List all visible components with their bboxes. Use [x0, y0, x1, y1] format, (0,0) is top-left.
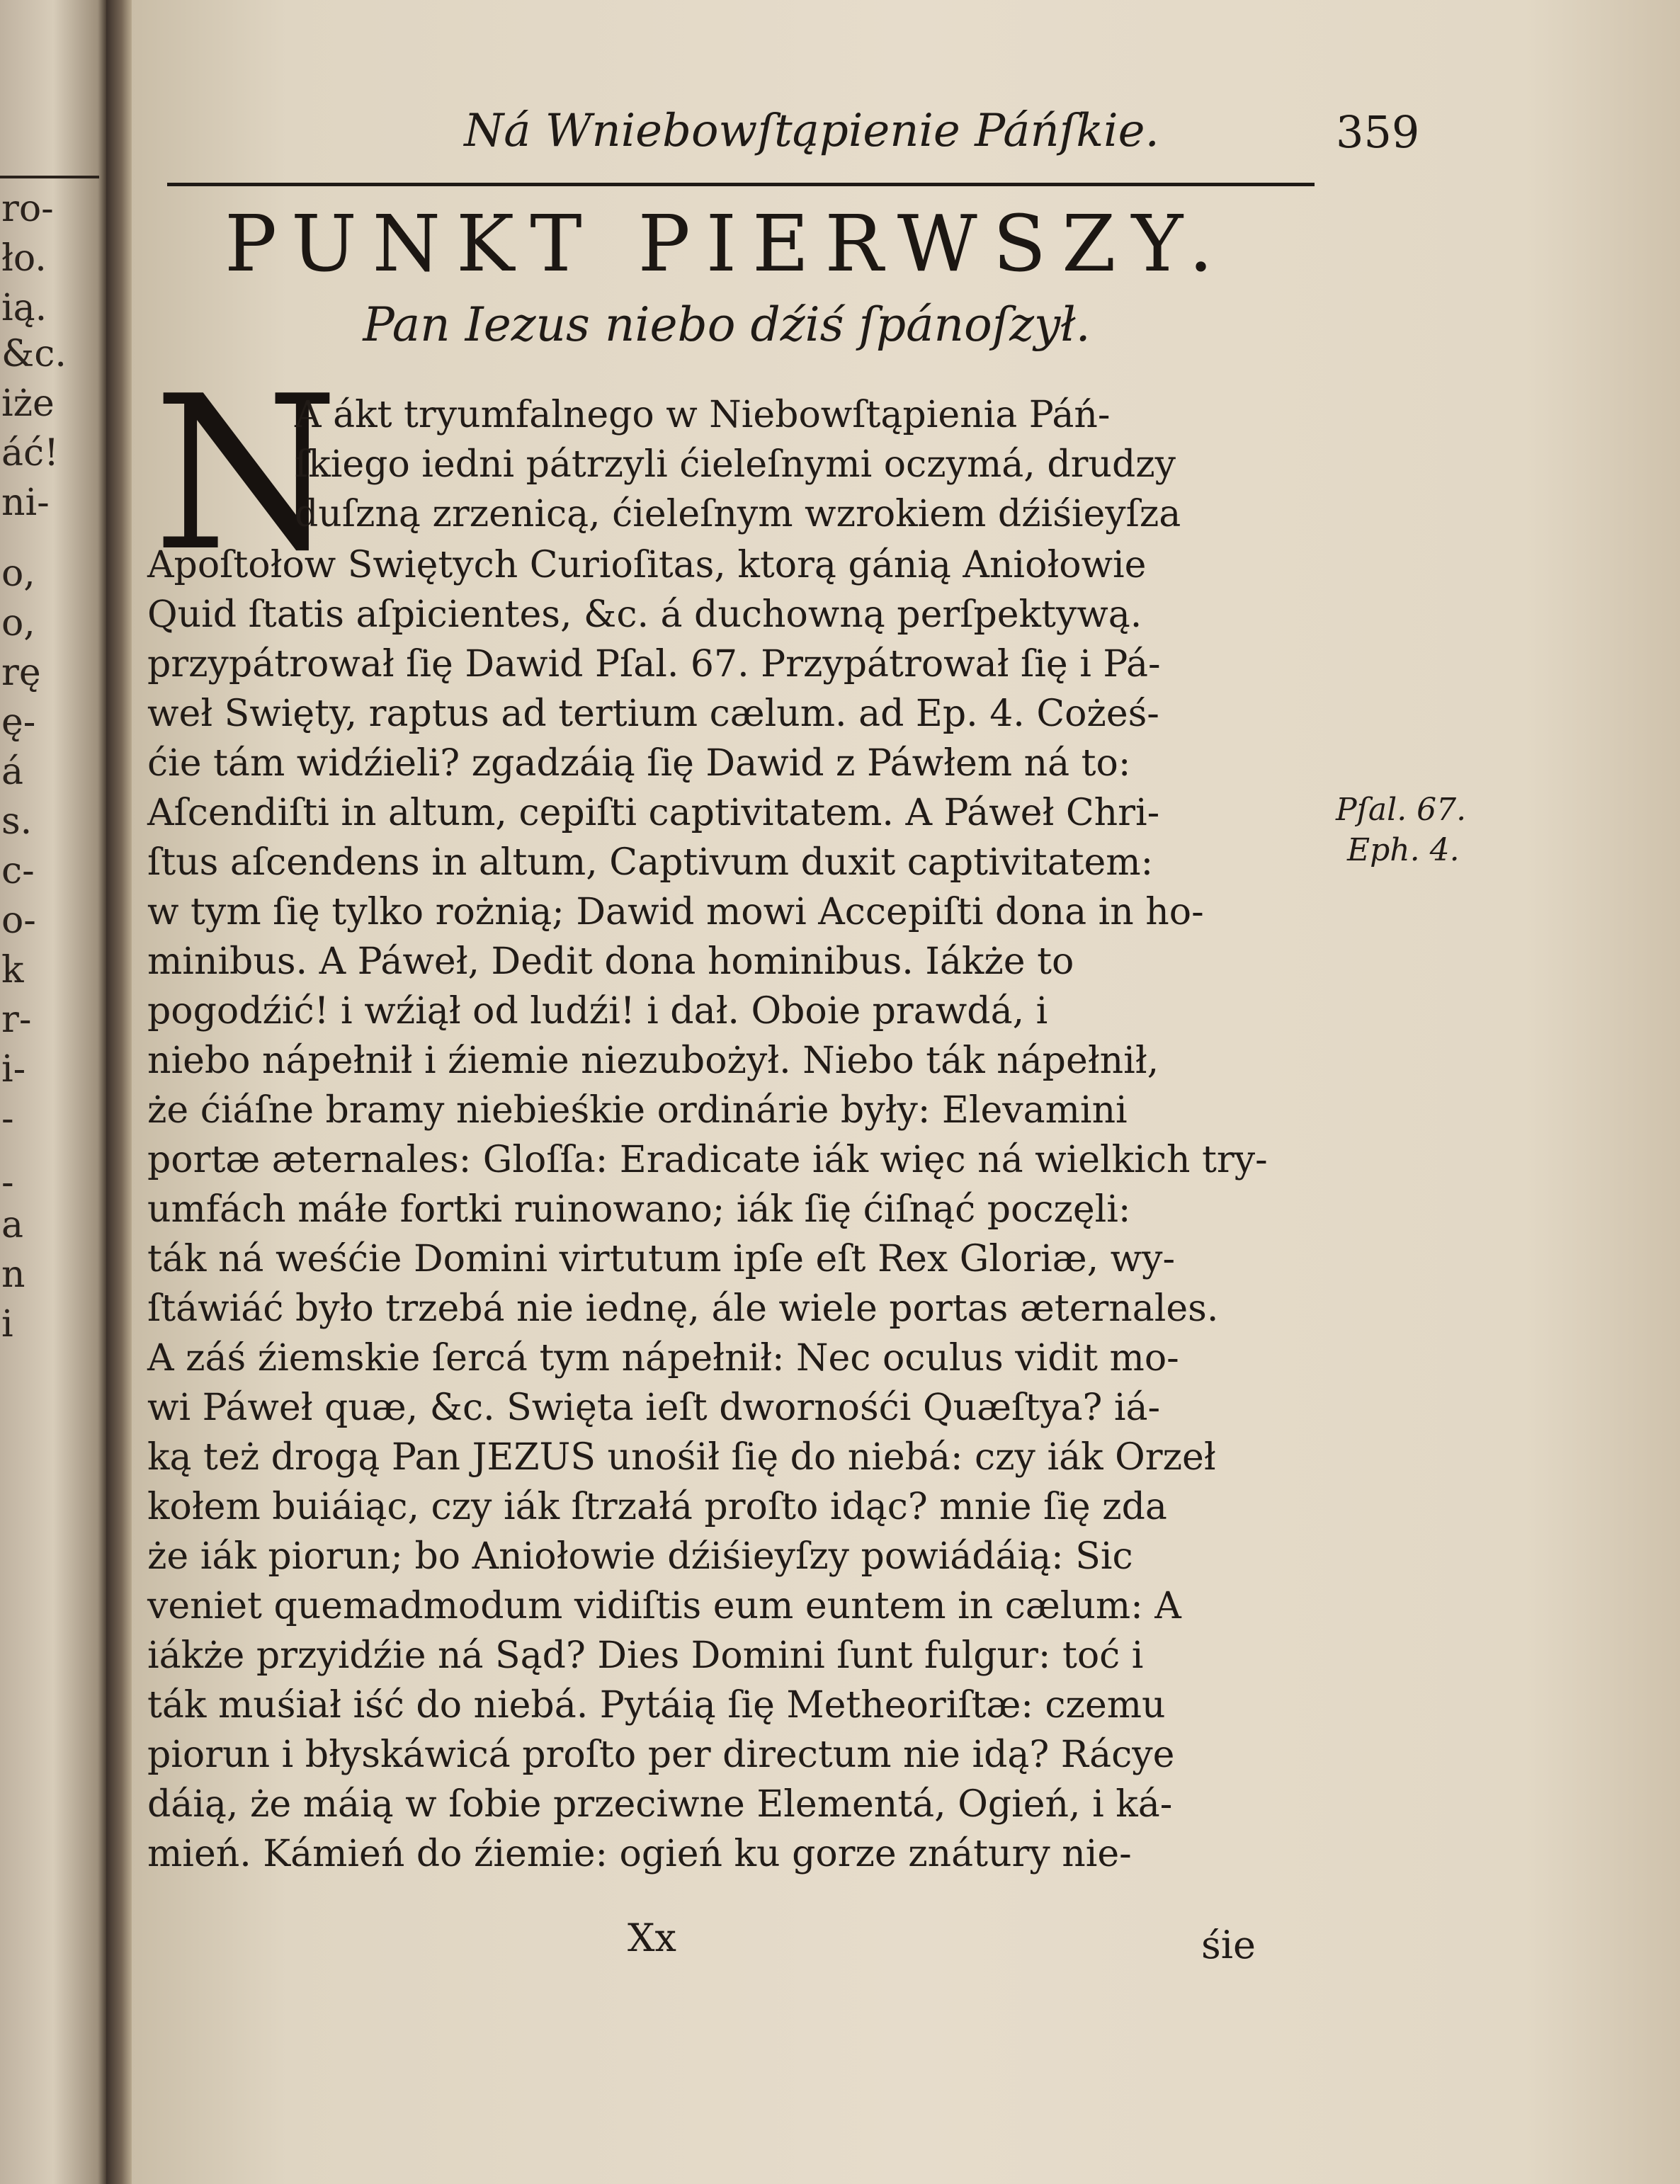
left-page-fragment — [0, 0, 106, 2184]
body-line: duſzną zrzenicą, ćieleſnym wzrokiem dźiśieyſza — [295, 493, 1181, 535]
left-fragment: ę- — [1, 701, 36, 744]
body-line: przypátrował ſię Dawid Pſal. 67. Przypátrował ſię i Pá- — [147, 643, 1161, 686]
left-fragment: o- — [1, 899, 36, 942]
drop-cap: N — [153, 351, 339, 598]
left-fragment: áć! — [1, 432, 59, 474]
header-rule — [167, 183, 1315, 186]
body-line: wi Páweł quæ, &c. Swięta ieſt dwornośći Quæſtya? iá- — [147, 1387, 1161, 1429]
body-line: ćie tám widźieli? zgadzáią ſię Dawid z Páwłem ná to: — [147, 742, 1131, 785]
body-line: że ćiáſne bramy niebieśkie ordinárie były: Elevamini — [147, 1089, 1128, 1132]
body-line: minibus. A Páweł, Dedit dona hominibus. Iákże to — [147, 940, 1074, 983]
left-fragment: &c. — [1, 333, 67, 375]
catchword: śie — [1201, 1923, 1256, 1967]
body-line: ſkiego iedni pátrzyli ćieleſnymi oczymá, drudzy — [295, 443, 1176, 486]
page-number: 359 — [1336, 106, 1420, 158]
body-line: veniet quemadmodum vidiſtis eum euntem in cælum: A — [147, 1585, 1181, 1627]
left-fragment: o, — [1, 602, 35, 644]
body-line: ką też drogą Pan JEZUS unośił ſię do niebá: czy iák Orzeł — [147, 1436, 1216, 1479]
body-line: ták ná weśćie Domini virtutum ipſe eſt Rex Gloriæ, wy- — [147, 1238, 1176, 1280]
book-gutter — [106, 0, 132, 2184]
running-title: Ná Wniebowſtąpienie Páńſkie. — [464, 105, 1159, 157]
body-line: Aſcendiſti in altum, cepiſti captivitatem. A Páweł Chri- — [147, 792, 1160, 834]
margin-note: Pſal. 67. — [1336, 792, 1467, 828]
body-line: A záś źiemskie ſercá tym nápełnił: Nec oculus vidit mo- — [147, 1337, 1179, 1380]
body-line: Quid ſtatis aſpicientes, &c. á duchowną perſpektywą. — [147, 593, 1142, 636]
body-line: dáią, że máią w ſobie przeciwne Elementá, Ogień, i ká- — [147, 1783, 1173, 1826]
section-subtitle: Pan Iezus niebo dźiś ſpánoſzył. — [363, 297, 1091, 352]
left-fragment: a — [1, 1204, 24, 1246]
left-fragment: n — [1, 1253, 25, 1296]
left-fragment: ią. — [1, 287, 47, 329]
left-fragment: i — [1, 1303, 13, 1346]
signature-mark: Xx — [628, 1916, 676, 1960]
left-fragment: iże — [1, 382, 55, 425]
body-line: portæ æternales: Gloſſa: Eradicate iák więc ná wielkich try- — [147, 1139, 1268, 1181]
left-fragment: - — [1, 1161, 14, 1204]
left-fragment: c- — [1, 850, 35, 892]
body-line: ſtus aſcendens in altum, Captivum duxit captivitatem: — [147, 841, 1154, 884]
left-fragment: s. — [1, 800, 33, 843]
left-fragment: ło. — [1, 237, 47, 280]
body-line: Apoſtołow Swiętych Curioſitas, ktorą gánią Aniołowie — [147, 544, 1147, 586]
left-fragment: á — [1, 751, 24, 793]
body-line: niebo nápełnił i źiemie niezubożył. Niebo ták nápełnił, — [147, 1040, 1159, 1082]
body-line: ſtáwiáć było trzebá nie iednę, ále wiele portas æternales. — [147, 1287, 1219, 1330]
margin-note: Eph. 4. — [1347, 832, 1460, 868]
left-page-rule — [0, 176, 99, 178]
body-line: weł Swięty, raptus ad tertium cælum. ad Ep. 4. Cożeś- — [147, 693, 1159, 735]
left-fragment: rę — [1, 652, 41, 694]
body-line: mień. Kámień do źiemie: ogień ku gorze znátury nie- — [147, 1833, 1132, 1875]
body-line: że iák piorun; bo Aniołowie dźiśieyſzy powiádáią: Sic — [147, 1535, 1133, 1578]
body-line: piorun i błyskáwicá proſto per directum nie idą? Rácye — [147, 1734, 1175, 1776]
left-fragment: k — [1, 949, 24, 991]
left-fragment: o, — [1, 552, 35, 595]
left-fragment: ro- — [1, 188, 54, 230]
left-fragment: i- — [1, 1048, 26, 1091]
body-line: A ákt tryumfalnego w Niebowſtąpienia Páń- — [295, 394, 1111, 436]
body-line: ták muśiał iść do niebá. Pytáią ſię Metheoriſtæ: czemu — [147, 1684, 1166, 1727]
body-line: iákże przyidźie ná Sąd? Dies Domini ſunt fulgur: toć i — [147, 1634, 1144, 1677]
left-fragment: ni- — [1, 482, 50, 524]
section-title: PUNKT PIERWSZY. — [225, 198, 1229, 289]
left-fragment: r- — [1, 999, 32, 1041]
body-line: umfách máłe fortki ruinowano; iák ſię ćiſnąć poczęli: — [147, 1188, 1131, 1231]
body-line: w tym ſię tylko rożnią; Dawid mowi Accepiſti dona in ho- — [147, 891, 1204, 933]
body-line: kołem buiáiąc, czy iák ſtrzałá proſto idąc? mnie ſię zda — [147, 1486, 1167, 1528]
left-fragment: - — [1, 1098, 14, 1140]
book-page — [132, 0, 1680, 2184]
body-line: pogodźić! i wźiął od ludźi! i dał. Oboie prawdá, i — [147, 990, 1048, 1033]
